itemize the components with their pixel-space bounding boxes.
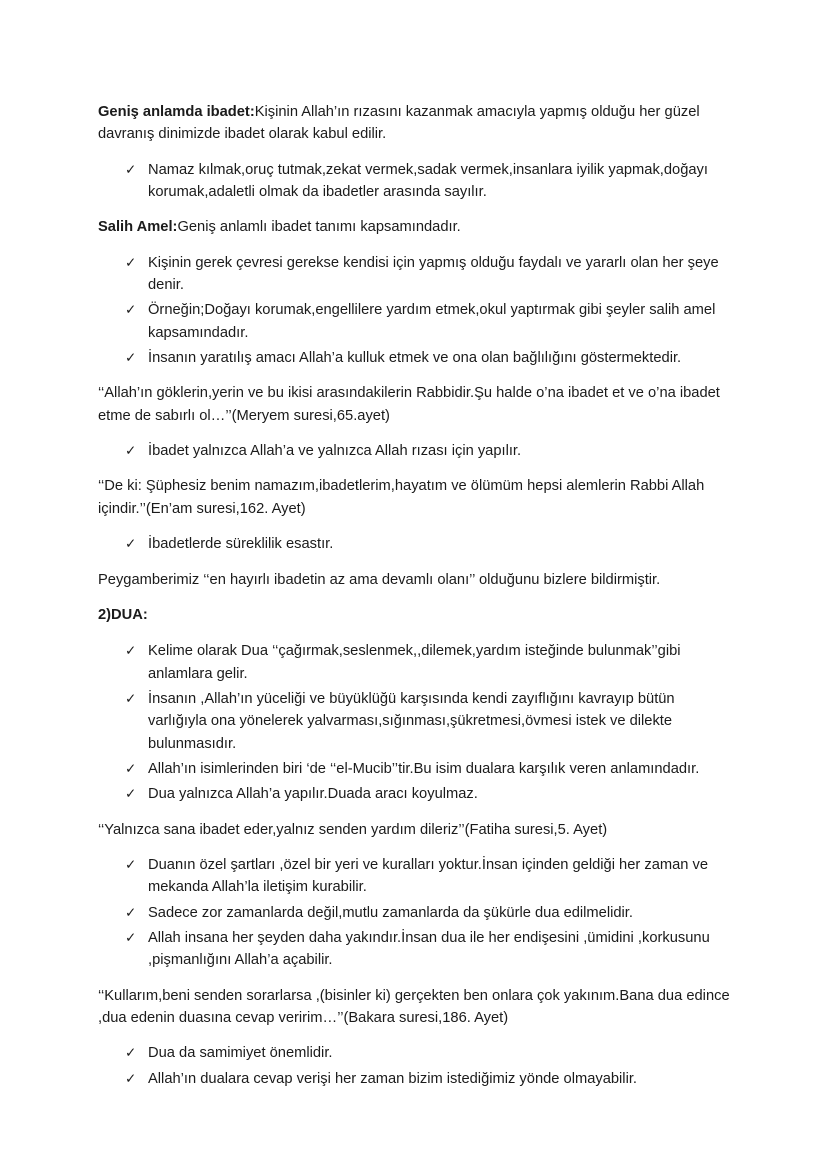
list-item-text: Allah’ın dualara cevap verişi her zaman bizim istediğimiz yönde olmayabilir.: [148, 1070, 637, 1087]
list-item: [125, 758, 732, 780]
list-item: [125, 299, 732, 344]
list-item: [125, 854, 732, 899]
quote-fatiha-suresi: ‘‘Yalnızca sana ibadet eder,yalnız senden yardım dileriz’’(Fatiha suresi,5. Ayet): [98, 821, 608, 838]
bullet-list-ibadet-examples: [98, 159, 732, 204]
checkmark-icon: ✓: [125, 929, 137, 946]
paragraph-text: Geniş anlamlı ibadet tanımı kapsamındadır.: [177, 219, 461, 236]
checkmark-icon: ✓: [125, 643, 137, 660]
checkmark-icon: ✓: [125, 856, 137, 873]
list-item: [125, 1068, 732, 1090]
bullet-list-salih-amel: [98, 252, 732, 370]
list-item-text: İbadet yalnızca Allah’a ve yalnızca Allah rızası için yapılır.: [148, 443, 522, 460]
paragraph-genis-anlamda-ibadet: [98, 101, 732, 146]
quote-enam-suresi: ‘‘De ki: Şüphesiz benim namazım,ibadetlerim,hayatım ve ölümüm hepsi alemlerin Rabbi Allah içindir.’’(En’am suresi,162. Ayet): [98, 478, 705, 517]
list-item: [125, 688, 732, 755]
checkmark-icon: ✓: [125, 254, 137, 271]
checkmark-icon: ✓: [125, 1045, 137, 1062]
checkmark-icon: ✓: [125, 904, 137, 921]
checkmark-icon: ✓: [125, 1070, 137, 1087]
list-item-text: Allah insana her şeyden daha yakındır.İnsan dua ile her endişesini ,ümidini ,korkusunu ,pişmanlığını Allah’a açabilir.: [148, 929, 710, 969]
list-item-text: Dua yalnızca Allah’a yapılır.Duada aracı koyulmaz.: [148, 786, 478, 803]
list-item-text: İnsanın yaratılış amacı Allah’a kulluk etmek ve ona olan bağlılığını göstermektedir.: [148, 350, 682, 367]
paragraph-lead-genis-anlamda-ibadet: Geniş anlamda ibadet:: [98, 104, 255, 120]
list-item-text: Duanın özel şartları ,özel bir yeri ve kuralları yoktur.İnsan içinden geldiği her zaman ve mekanda Allah’la iletişim kurabilir.: [148, 856, 709, 896]
checkmark-icon: ✓: [125, 350, 137, 367]
list-item: [125, 1042, 732, 1064]
checkmark-icon: ✓: [125, 443, 137, 460]
list-item-text: Namaz kılmak,oruç tutmak,zekat vermek,sadak vermek,insanlara iyilik yapmak,doğayı korumak,adaletli olmak da ibadetler arasında sayılır.: [148, 161, 708, 201]
paragraph-salih-amel: [98, 216, 732, 238]
list-item-text: Dua da samimiyet önemlidir.: [148, 1045, 333, 1062]
section-heading-dua: 2)DUA:: [98, 606, 148, 623]
quote-meryem-suresi: ‘‘Allah’ın göklerin,yerin ve bu ikisi arasındakilerin Rabbidir.Şu halde o’na ibadet et ve o’na ibadet etme de sabırlı ol…’’(Meryem suresi,65.ayet): [98, 385, 720, 424]
list-item-text: Kişinin gerek çevresi gerekse kendisi için yapmış olduğu faydalı ve yararlı olan her şeye denir.: [148, 254, 719, 294]
paragraph-peygamberimiz: Peygamberimiz ‘‘en hayırlı ibadetin az ama devamlı olanı’’ olduğunu bizlere bildirmiştir.: [98, 571, 661, 588]
list-item: [125, 783, 732, 805]
list-item: [125, 533, 732, 555]
bullet-list-sureklilik: [98, 533, 732, 555]
list-item-text: İbadetlerde süreklilik esastır.: [148, 536, 334, 553]
list-item: [125, 440, 732, 462]
quote-bakara-suresi: ‘‘Kullarım,beni senden sorarlarsa ,(bisinler ki) gerçekten ben onlara çok yakınım.Bana dua edince ,dua edenin duasına cevap veririm…’’(Bakara suresi,186. Ayet): [98, 987, 730, 1026]
checkmark-icon: ✓: [125, 690, 137, 707]
list-item-text: Örneğin;Doğayı korumak,engellilere yardım etmek,okul yaptırmak gibi şeyler salih amel kapsamındadır.: [148, 302, 716, 341]
checkmark-icon: ✓: [125, 786, 137, 803]
checkmark-icon: ✓: [125, 161, 137, 178]
bullet-list-ibadet-yalnizca: [98, 440, 732, 462]
checkmark-icon: ✓: [125, 536, 137, 553]
list-item: [125, 902, 732, 924]
list-item-text: İnsanın ,Allah’ın yüceliği ve büyüklüğü karşısında kendi zayıflığını kavrayıp bütün varlığıyla ona yönelerek yalvarması,sığınması,şükretmesi,övmesi istek ve dilekte bulunmasıdır.: [148, 690, 675, 752]
paragraph-text: Kişinin Allah’ın rızasını kazanmak amacıyla yapmış olduğu her güzel davranış dinimizde ibadet olarak kabul edilir.: [98, 104, 700, 143]
paragraph-lead-salih-amel: Salih Amel:: [98, 219, 178, 236]
list-item: [125, 252, 732, 297]
bullet-list-dua-definition: [98, 640, 732, 805]
list-item: [125, 159, 732, 204]
list-item: [125, 927, 732, 972]
bullet-list-dua-properties: [98, 854, 732, 972]
list-item-text: Allah’ın isimlerinden biri ‘de ‘‘el-Mucib’’tir.Bu isim dualara karşılık veren anlamındadır.: [148, 760, 700, 777]
list-item: [125, 640, 732, 685]
bullet-list-dua-sincerity: [98, 1042, 732, 1090]
list-item-text: Kelime olarak Dua ‘‘çağırmak,seslenmek,,dilemek,yardım isteğinde bulunmak’’gibi anlamlara gelir.: [148, 643, 681, 682]
list-item: [125, 347, 732, 369]
list-item-text: Sadece zor zamanlarda değil,mutlu zamanlarda da şükürle dua edilmelidir.: [148, 904, 633, 921]
checkmark-icon: ✓: [125, 302, 137, 319]
checkmark-icon: ✓: [125, 760, 137, 777]
